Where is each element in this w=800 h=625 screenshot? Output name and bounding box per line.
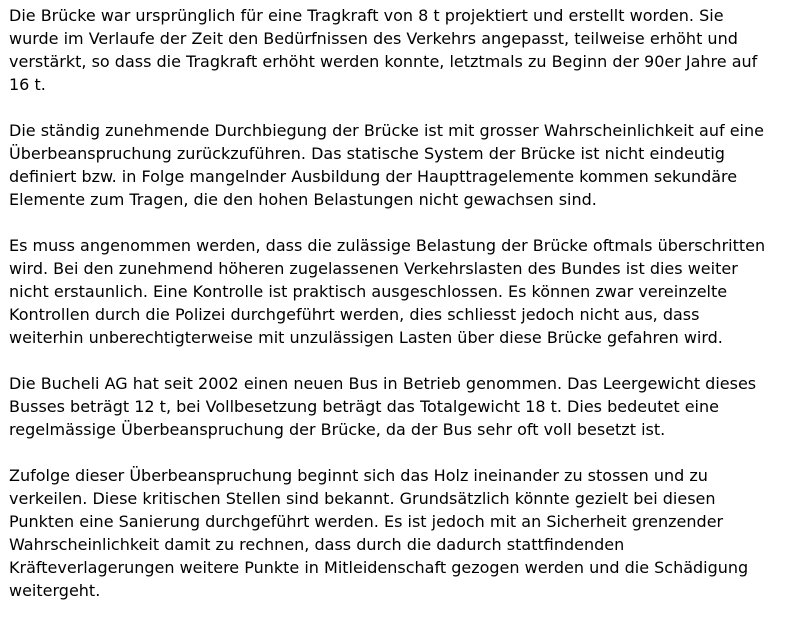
paragraph-deflection (9, 119, 800, 211)
paragraph-wood-damage (9, 464, 800, 602)
text-line: nicht erstaunlich. Eine Kontrolle ist praktisch ausgeschlossen. Es können zwar vereinzelte (9, 282, 728, 301)
document-body (9, 4, 800, 625)
text-line: Elemente zum Tragen, die den hohen Belastungen nicht gewachsen sind. (9, 190, 597, 209)
text-line: Busses beträgt 12 t, bei Vollbesetzung beträgt das Totalgewicht 18 t. Dies bedeutet eine (9, 397, 719, 416)
paragraph-original-load-capacity (9, 4, 800, 96)
text-line: verstärkt, so dass die Tragkraft erhöht werden konnte, letztmals zu Beginn der 90er Jahre auf (9, 52, 758, 71)
text-line: Die ständig zunehmende Durchbiegung der Brücke ist mit grosser Wahrscheinlichkeit auf eine (9, 121, 764, 140)
text-line: Die Brücke war ursprünglich für eine Tragkraft von 8 t projektiert und erstellt worden. Sie (9, 6, 724, 25)
text-line: Die Bucheli AG hat seit 2002 einen neuen Bus in Betrieb genommen. Das Leergewicht dieses (9, 374, 757, 393)
text-line: Wahrscheinlichkeit damit zu rechnen, dass durch die dadurch stattfindenden (9, 535, 625, 554)
text-line: Kontrollen durch die Polizei durchgeführt werden, dies schliesst jedoch nicht aus, dass (9, 305, 700, 324)
text-line: Kräfteverlagerungen weitere Punkte in Mitleidenschaft gezogen werden und die Schädigung (9, 558, 749, 577)
text-line: 16 t. (9, 75, 46, 94)
text-line: wurde im Verlaufe der Zeit den Bedürfnissen des Verkehrs angepasst, teilweise erhöht und (9, 29, 738, 48)
text-line: regelmässige Überbeanspruchung der Brücke, da der Bus sehr oft voll besetzt ist. (9, 420, 666, 439)
paragraph-load-exceeded (9, 234, 800, 349)
text-line: weiterhin unberechtigterweise mit unzulässigen Lasten über diese Brücke gefahren wird. (9, 328, 723, 347)
paragraph-bus-weight (9, 372, 800, 441)
text-line: Punkten eine Sanierung durchgeführt werden. Es ist jedoch mit an Sicherheit grenzender (9, 512, 724, 531)
text-line: verkeilen. Diese kritischen Stellen sind bekannt. Grundsätzlich könnte gezielt bei diesen (9, 489, 716, 508)
text-line: Es muss angenommen werden, dass die zulässige Belastung der Brücke oftmals überschritten (9, 236, 766, 255)
text-line: weitergeht. (9, 581, 101, 600)
text-line: wird. Bei den zunehmend höheren zugelassenen Verkehrslasten des Bundes ist dies weiter (9, 259, 738, 278)
text-line: Zufolge dieser Überbeanspruchung beginnt sich das Holz ineinander zu stossen und zu (9, 466, 708, 485)
text-line: Überbeanspruchung zurückzuführen. Das statische System der Brücke ist nicht eindeutig (9, 144, 725, 163)
text-line: definiert bzw. in Folge mangelnder Ausbildung der Haupttragelemente kommen sekundäre (9, 167, 738, 186)
